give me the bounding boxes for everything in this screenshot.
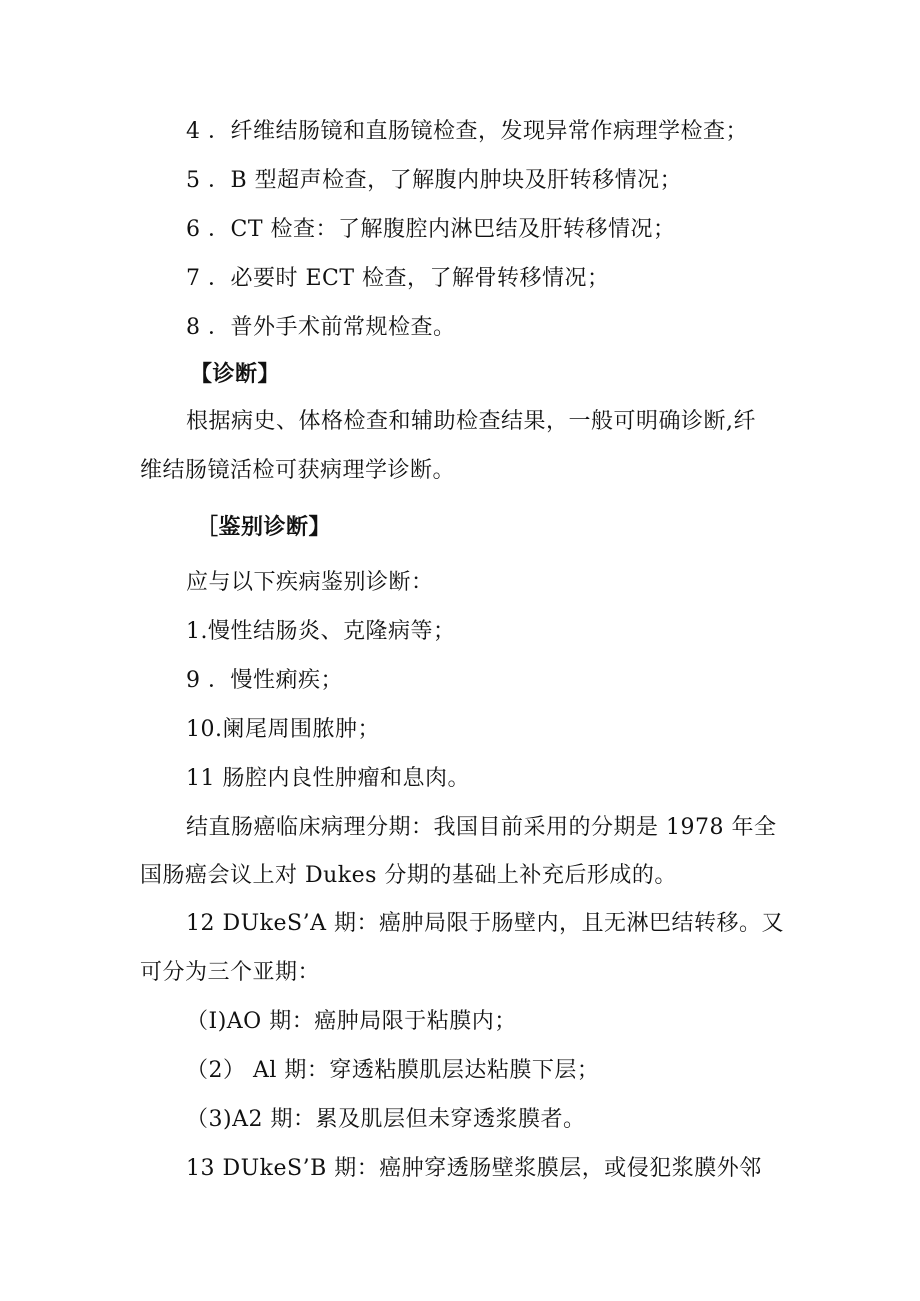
exam-item-7: 7 ．必要时 ECT 检查，了解骨转移情况； — [186, 266, 610, 291]
dukes-a-line-1: 12 DUkeS’A 期：癌肿局限于肠壁内，且无淋巴结转移。又 — [186, 911, 784, 936]
substage-a2: （3)A2 期：累及肌层但未穿透浆膜者。 — [186, 1107, 586, 1132]
staging-paragraph-line-2: 国肠癌会议上对 Dukes 分期的基础上补充后形成的。 — [140, 863, 677, 888]
diagnosis-paragraph-line-2: 维结肠镜活检可获病理学诊断。 — [140, 458, 456, 483]
staging-paragraph-line-1: 结直肠癌临床病理分期：我国目前采用的分期是 1978 年全 — [186, 815, 777, 840]
differential-item-10: 10.阑尾周围脓肿； — [186, 717, 380, 742]
section-heading-differential-diagnosis: ［鉴别诊断】 — [196, 514, 332, 540]
substage-a0: （I)AO 期：癌肿局限于粘膜内； — [186, 1009, 517, 1034]
dukes-b-line-1: 13 DUkeS’B 期：癌肿穿透肠壁浆膜层，或侵犯浆膜外邻 — [186, 1156, 762, 1181]
section-heading-diagnosis: 【诊断】 — [190, 361, 281, 387]
exam-item-4: 4 ．纤维结肠镜和直肠镜检查，发现异常作病理学检查； — [186, 119, 748, 144]
dukes-a-line-2: 可分为三个亚期： — [140, 960, 321, 985]
differential-item-1: 1.慢性结肠炎、克隆病等； — [186, 619, 456, 644]
exam-item-8: 8 ．普外手术前常规检查。 — [186, 315, 456, 340]
exam-item-6: 6 ．CT 检查：了解腹腔内淋巴结及肝转移情况； — [186, 217, 676, 242]
exam-item-5: 5 ．B 型超声检查，了解腹内肿块及肝转移情况； — [186, 168, 683, 193]
substage-a1: （2） Al 期：穿透粘膜肌层达粘膜下层； — [186, 1058, 600, 1083]
diagnosis-paragraph-line-1: 根据病史、体格检查和辅助检查结果，一般可明确诊断,纤 — [186, 409, 756, 434]
differential-intro: 应与以下疾病鉴别诊断： — [186, 570, 434, 595]
differential-item-9: 9 ．慢性痢疾； — [186, 668, 343, 693]
differential-item-11: 11 肠腔内良性肿瘤和息肉。 — [186, 766, 470, 791]
